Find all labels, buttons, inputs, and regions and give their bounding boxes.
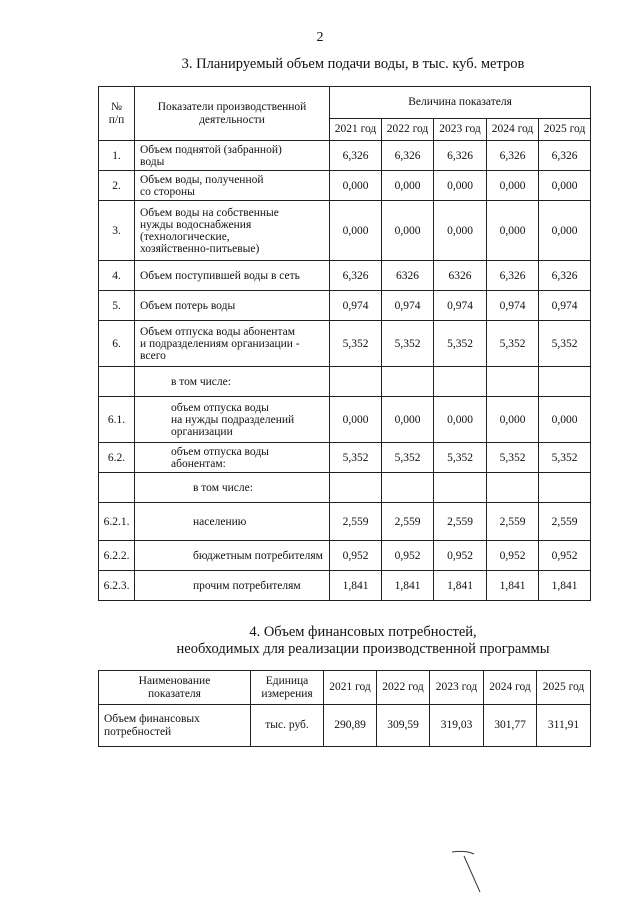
row-value: 0,974 (487, 291, 539, 321)
row-indicator: Объем потерь воды (135, 291, 330, 321)
row-value: 0,000 (434, 397, 487, 443)
table-row (99, 541, 591, 571)
table-row (99, 367, 591, 397)
row-number: 5. (99, 291, 135, 321)
row-indicator: бюджетным потребителям (135, 541, 330, 571)
row-value: 0,952 (487, 541, 539, 571)
row-value: 6,326 (539, 141, 591, 171)
row-indicator: в том числе: (135, 473, 330, 503)
row-value: 2,559 (330, 503, 382, 541)
row-value (487, 473, 539, 503)
row-value (382, 473, 434, 503)
row-value: 0,000 (330, 201, 382, 261)
header-indicator: Показатели производственной деятельности (135, 87, 330, 141)
row-value: 5,352 (434, 321, 487, 367)
row-value: 0,000 (487, 397, 539, 443)
row-value (330, 473, 382, 503)
row-value: 5,352 (539, 443, 591, 473)
table-row (99, 503, 591, 541)
row-value: 2,559 (487, 503, 539, 541)
row-indicator: Объем поднятой (забранной) воды (135, 141, 330, 171)
row-value: 309,59 (377, 705, 430, 747)
row-number (99, 367, 135, 397)
row-value (539, 367, 591, 397)
row-value: 0,000 (539, 397, 591, 443)
header-year: 2024 год (484, 671, 537, 705)
header-name: Наименование показателя (99, 671, 251, 705)
row-value: 0,000 (330, 171, 382, 201)
row-value: 5,352 (434, 443, 487, 473)
row-number: 6. (99, 321, 135, 367)
header-year: 2023 год (430, 671, 484, 705)
row-number: 6.2.2. (99, 541, 135, 571)
row-value: 5,352 (487, 443, 539, 473)
row-value: 0,000 (487, 171, 539, 201)
header-year: 2022 год (382, 119, 434, 141)
water-supply-table (98, 86, 591, 601)
row-indicator: прочим потребителям (135, 571, 330, 601)
row-value: 1,841 (434, 571, 487, 601)
row-value: 2,559 (434, 503, 487, 541)
row-value: 0,952 (434, 541, 487, 571)
row-indicator: в том числе: (135, 367, 330, 397)
row-value: 0,000 (539, 171, 591, 201)
row-value: 5,352 (382, 443, 434, 473)
header-year: 2023 год (434, 119, 487, 141)
row-value: 0,000 (487, 201, 539, 261)
row-value: 5,352 (539, 321, 591, 367)
row-value: 0,974 (382, 291, 434, 321)
table-row (99, 141, 591, 171)
row-number: 2. (99, 171, 135, 201)
row-value: 0,000 (330, 397, 382, 443)
row-value: 1,841 (487, 571, 539, 601)
row-value: 0,952 (330, 541, 382, 571)
row-value: 0,000 (382, 397, 434, 443)
table-row (99, 291, 591, 321)
section4-title-line1: 4. Объем финансовых потребностей, (249, 624, 477, 640)
row-name: Объем финансовых потребностей (99, 705, 251, 747)
table-row (99, 473, 591, 503)
table-row (99, 571, 591, 601)
row-value: 1,841 (330, 571, 382, 601)
row-value (487, 367, 539, 397)
row-value: 0,000 (539, 201, 591, 261)
table-row (99, 171, 591, 201)
section3-title: 3. Планируемый объем подачи воды, в тыс. куб. метров (181, 56, 525, 72)
row-value: 0,952 (539, 541, 591, 571)
row-value (382, 367, 434, 397)
row-value: 0,000 (382, 171, 434, 201)
row-value: 301,77 (484, 705, 537, 747)
row-indicator: Объем воды, полученной со стороны (135, 171, 330, 201)
page-number: 2 (316, 30, 324, 45)
row-value (330, 367, 382, 397)
row-value (539, 473, 591, 503)
row-number: 6.2. (99, 443, 135, 473)
header-year: 2021 год (324, 671, 377, 705)
table-row (99, 321, 591, 367)
row-indicator: объем отпуска воды абонентам: (135, 443, 330, 473)
row-value: 311,91 (537, 705, 591, 747)
row-number: 1. (99, 141, 135, 171)
row-indicator: Объем воды на собственные нужды водоснабжения (технологические, хозяйственно-питьевые) (135, 201, 330, 261)
section4-title-line2: необходимых для реализации производственной программы (176, 641, 550, 657)
row-value: 5,352 (382, 321, 434, 367)
row-number (99, 473, 135, 503)
row-value: 5,352 (487, 321, 539, 367)
row-value: 0,974 (434, 291, 487, 321)
header-year: 2024 год (487, 119, 539, 141)
section4-title (0, 624, 640, 658)
row-value: 0,974 (539, 291, 591, 321)
row-value: 0,952 (382, 541, 434, 571)
row-value: 2,559 (382, 503, 434, 541)
row-indicator: населению (135, 503, 330, 541)
row-value: 6,326 (539, 261, 591, 291)
header-year: 2022 год (377, 671, 430, 705)
table-row (99, 443, 591, 473)
financial-needs-table (98, 670, 591, 747)
header-year: 2025 год (537, 671, 591, 705)
header-year: 2025 год (539, 119, 591, 141)
row-value: 6,326 (382, 141, 434, 171)
signature-mark (448, 848, 488, 896)
row-value: 6,326 (487, 261, 539, 291)
row-value: 290,89 (324, 705, 377, 747)
row-value (434, 367, 487, 397)
header-num: № п/п (99, 87, 135, 141)
row-value: 5,352 (330, 443, 382, 473)
row-value: 6,326 (487, 141, 539, 171)
header-year: 2021 год (330, 119, 382, 141)
row-value: 0,000 (382, 201, 434, 261)
row-value (434, 473, 487, 503)
row-value: 1,841 (539, 571, 591, 601)
row-value: 6,326 (434, 141, 487, 171)
row-value: 5,352 (330, 321, 382, 367)
row-indicator: Объем поступившей воды в сеть (135, 261, 330, 291)
row-value: 6326 (382, 261, 434, 291)
row-number: 6.2.1. (99, 503, 135, 541)
row-value: 0,000 (434, 201, 487, 261)
row-value: 6,326 (330, 261, 382, 291)
row-value: 1,841 (382, 571, 434, 601)
row-number: 6.1. (99, 397, 135, 443)
table-row (99, 397, 591, 443)
row-indicator: объем отпуска воды на нужды подразделений организации (135, 397, 330, 443)
header-unit: Единица измерения (251, 671, 324, 705)
row-value: 6326 (434, 261, 487, 291)
row-number: 3. (99, 201, 135, 261)
row-value: 6,326 (330, 141, 382, 171)
row-value: 2,559 (539, 503, 591, 541)
row-number: 6.2.3. (99, 571, 135, 601)
row-unit: тыс. руб. (251, 705, 324, 747)
row-value: 319,03 (430, 705, 484, 747)
row-indicator: Объем отпуска воды абонентам и подразделениям организации - всего (135, 321, 330, 367)
row-value: 0,974 (330, 291, 382, 321)
row-value: 0,000 (434, 171, 487, 201)
header-value-group: Величина показателя (330, 87, 591, 119)
row-number: 4. (99, 261, 135, 291)
table-row (99, 261, 591, 291)
table-row (99, 201, 591, 261)
